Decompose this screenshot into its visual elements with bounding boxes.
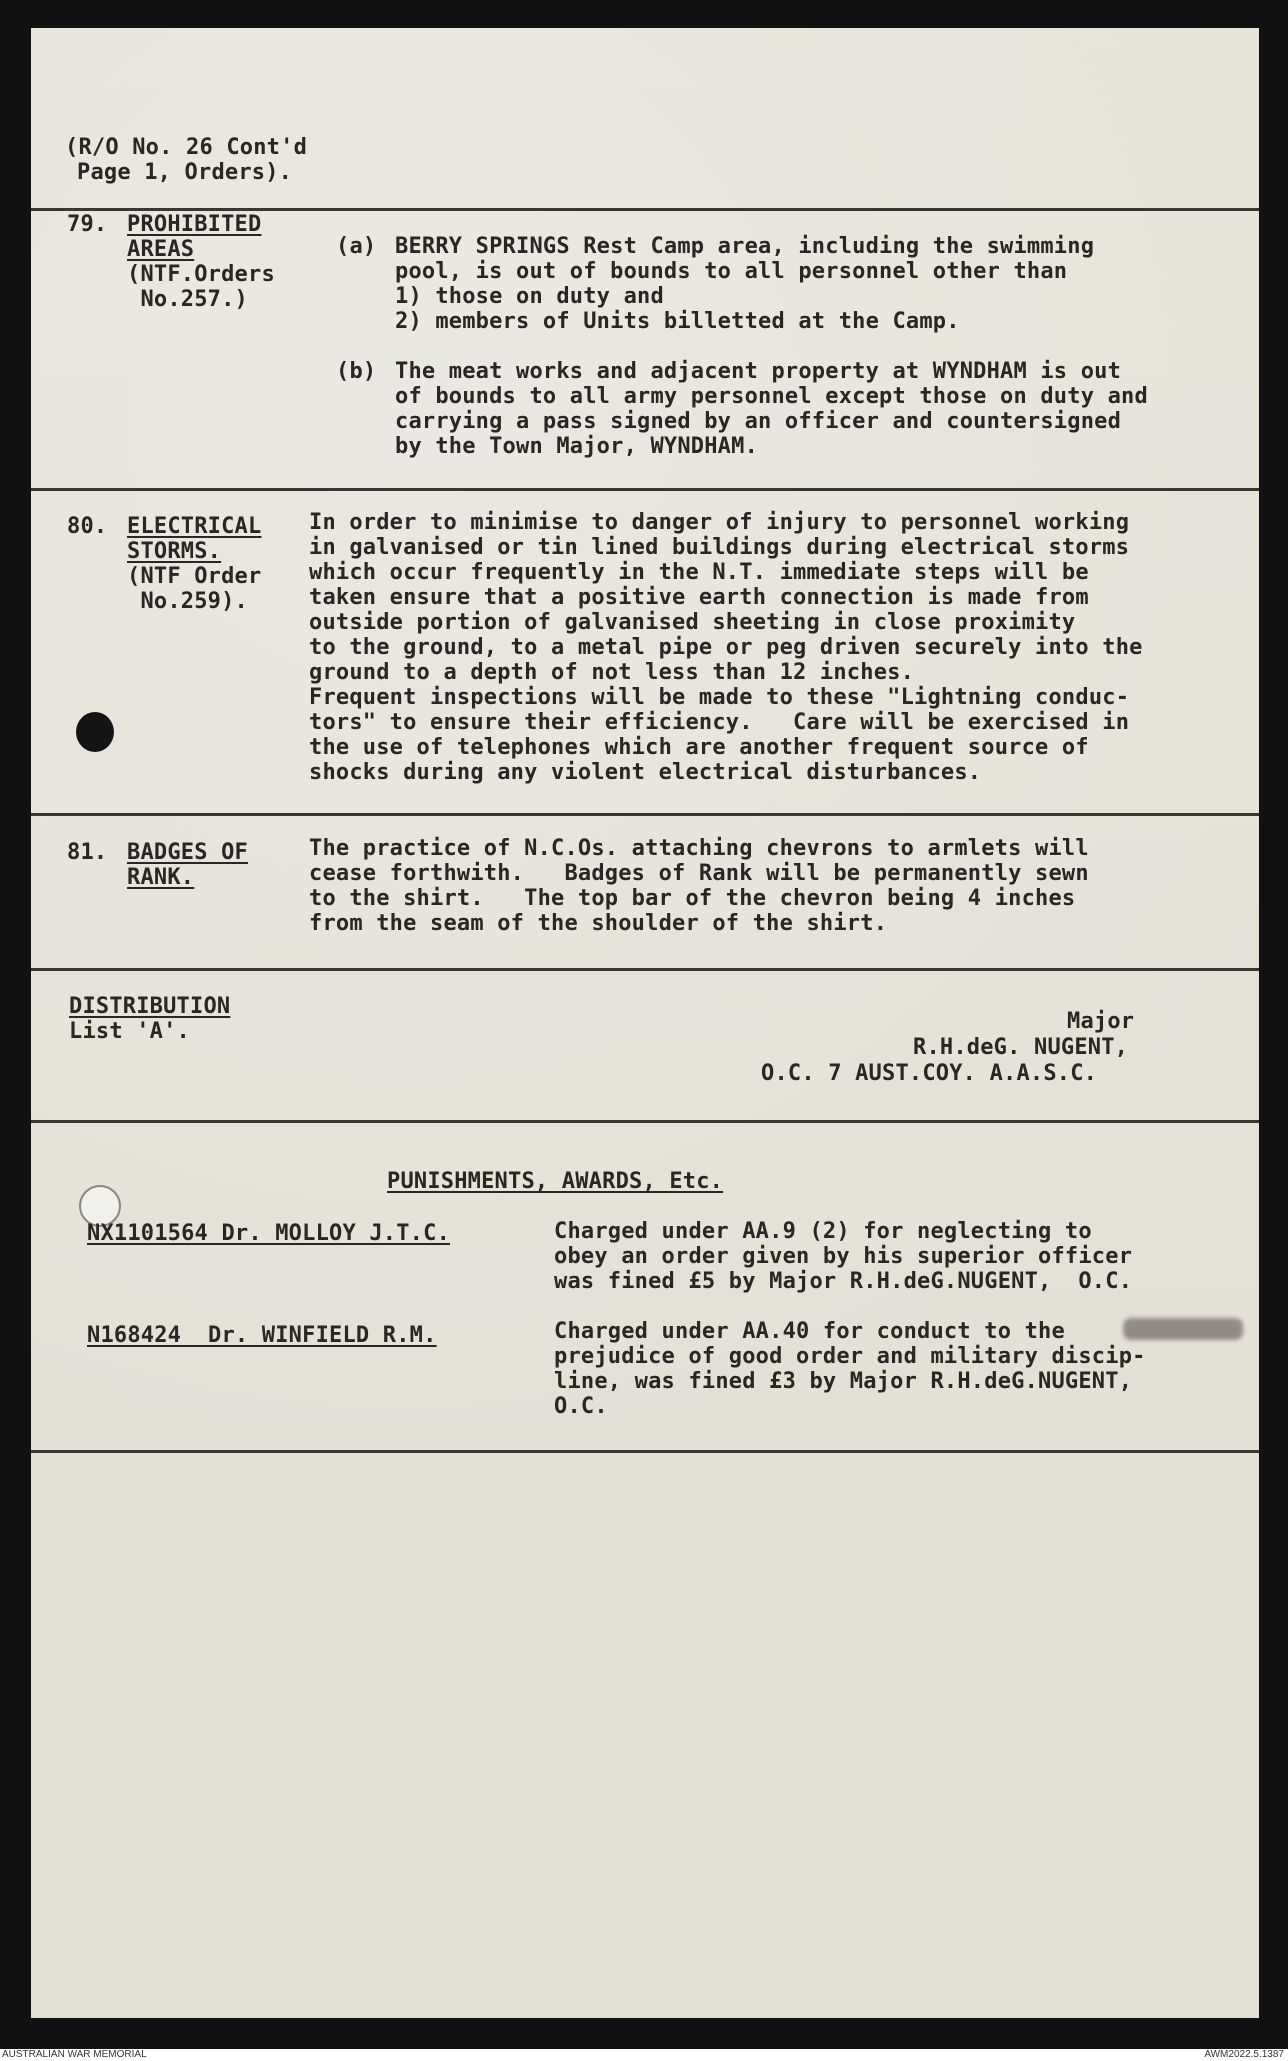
divider-5 (31, 1120, 1259, 1123)
item-80-line-4: taken ensure that a positive earth connection is made from (309, 585, 1089, 610)
divider-3 (31, 813, 1259, 816)
divider-4 (31, 968, 1259, 971)
item-80-line-1: In order to minimise to danger of injury to personnel working (309, 510, 1130, 535)
item-79-b-line-3: carrying a pass signed by an officer and countersigned (395, 409, 1122, 434)
punishment-2-line-2: prejudice of good order and military discip- (554, 1344, 1146, 1369)
item-80-line-3: which occur frequently in the N.T. immediate steps will be (309, 560, 1089, 585)
item-79-title-1: PROHIBITED (127, 212, 262, 237)
item-79-b-label: (b) (336, 359, 377, 384)
item-79-a-label: (a) (336, 234, 377, 259)
archive-footer (0, 2049, 1288, 2061)
item-81-title-2: RANK. (127, 865, 195, 890)
signature-appointment: O.C. 7 AUST.COY. A.A.S.C. (761, 1061, 1098, 1086)
item-80-ref-1: (NTF Order (127, 564, 262, 589)
divider-1 (31, 208, 1259, 211)
item-81-title-1: BADGES OF (127, 840, 249, 865)
divider-2 (31, 488, 1259, 491)
item-80-title-2: STORMS. (127, 539, 222, 564)
item-79-a-line-1: BERRY SPRINGS Rest Camp area, including the swimming (395, 234, 1095, 259)
item-80-line-8: Frequent inspections will be made to these "Lightning conduc- (309, 685, 1130, 710)
item-79-a-line-3: 1) those on duty and (395, 284, 664, 309)
punishment-1-line-1: Charged under AA.9 (2) for neglecting to (554, 1219, 1092, 1244)
footer-source: AUSTRALIAN WAR MEMORIAL (2, 2049, 147, 2060)
item-79-b-line-4: by the Town Major, WYNDHAM. (395, 434, 759, 459)
item-80-line-7: ground to a depth of not less than 12 inches. (309, 660, 915, 685)
typed-order-page (31, 28, 1259, 2018)
item-80-number: 80. (67, 514, 108, 539)
item-81-line-4: from the seam of the shoulder of the shirt. (309, 911, 888, 936)
divider-6 (31, 1450, 1259, 1453)
item-81-line-1: The practice of N.C.Os. attaching chevrons to armlets will (309, 836, 1089, 861)
item-79-b-line-2: of bounds to all army personnel except those on duty and (395, 384, 1148, 409)
signature-rank: Major (1067, 1009, 1135, 1034)
item-79-a-line-4: 2) members of Units billetted at the Camp. (395, 309, 960, 334)
item-79-a-line-2: pool, is out of bounds to all personnel other than (395, 259, 1068, 284)
ink-smudge (1123, 1318, 1243, 1340)
item-79-title-2: AREAS (127, 237, 195, 262)
item-80-line-9: tors" to ensure their efficiency. Care will be exercised in (309, 710, 1130, 735)
punishment-2-line-1: Charged under AA.40 for conduct to the (554, 1319, 1065, 1344)
item-80-line-2: in galvanised or tin lined buildings during electrical storms (309, 535, 1130, 560)
punishment-2-soldier: N168424 Dr. WINFIELD R.M. (87, 1323, 437, 1348)
signature-name: R.H.deG. NUGENT, (913, 1035, 1129, 1060)
punishment-1-line-2: obey an order given by his superior officer (554, 1244, 1133, 1269)
distribution-list: List 'A'. (69, 1019, 191, 1044)
item-80-line-10: the use of telephones which are another frequent source of (309, 735, 1089, 760)
item-79-ref-1: (NTF.Orders (127, 262, 275, 287)
punishment-1-soldier: NX1101564 Dr. MOLLOY J.T.C. (87, 1221, 451, 1246)
item-79-number: 79. (67, 212, 108, 237)
header-line-2: Page 1, Orders). (77, 160, 293, 185)
item-80-ref-2: No.259). (127, 589, 249, 614)
punishments-heading: PUNISHMENTS, AWARDS, Etc. (387, 1169, 724, 1194)
footer-accession-number: AWM2022.5.1387 (1204, 2049, 1284, 2060)
item-80-line-5: outside portion of galvanised sheeting in close proximity (309, 610, 1076, 635)
item-81-line-3: to the shirt. The top bar of the chevron being 4 inches (309, 886, 1076, 911)
punishment-2-line-3: line, was fined £3 by Major R.H.deG.NUGENT, (554, 1369, 1133, 1394)
item-81-number: 81. (67, 840, 108, 865)
item-79-ref-2: No.257.) (127, 287, 249, 312)
item-80-line-11: shocks during any violent electrical disturbances. (309, 760, 982, 785)
item-80-title-1: ELECTRICAL (127, 514, 262, 539)
punch-hole-filled (76, 712, 114, 752)
punishment-1-line-3: was fined £5 by Major R.H.deG.NUGENT, O.C. (554, 1269, 1133, 1294)
item-79-b-line-1: The meat works and adjacent property at WYNDHAM is out (395, 359, 1122, 384)
distribution-heading: DISTRIBUTION (69, 994, 231, 1019)
punishment-2-line-4: O.C. (554, 1394, 608, 1419)
item-80-line-6: to the ground, to a metal pipe or peg driven securely into the (309, 635, 1143, 660)
header-line-1: (R/O No. 26 Cont'd (65, 135, 308, 160)
item-81-line-2: cease forthwith. Badges of Rank will be permanently sewn (309, 861, 1089, 886)
